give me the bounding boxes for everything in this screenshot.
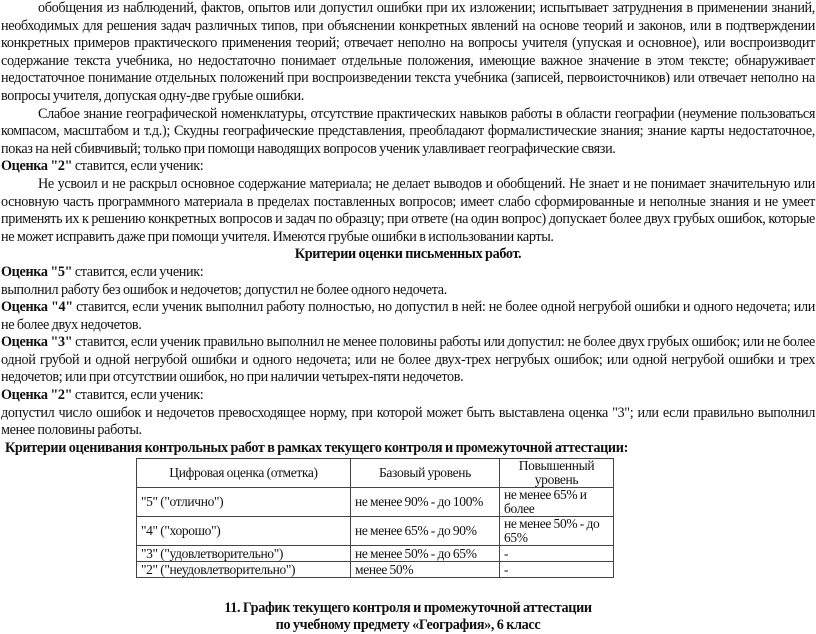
- section-heading: Критерии оценивания контрольных работ в рамках текущего контроля и промежуточной аттестации:: [5, 439, 628, 456]
- grade-label: Оценка "3": [1, 334, 73, 351]
- table-row: [137, 562, 614, 578]
- grade-label: Оценка "2": [1, 387, 73, 404]
- table-cell: -: [500, 562, 614, 578]
- paragraph: Слабое знание географической номенклатуры, отсутствие практических навыков работы в области географии (неумение пользоваться компасом, масштабом и т.д.); Скудны географические представления, преобладают формалистические знания; знание карты недостаточное, показ на ней сбивчивый; только при помощи наводящих вопросов ученик улавливает географические связи.: [1, 105, 815, 157]
- table-header-row: [137, 459, 614, 488]
- grade-text: ставится, если ученик выполнил работу полностью, но допустил в ней: не более одной негрубой ошибки и одного недочета; или не более двух недочетов.: [1, 299, 815, 333]
- table-header: Цифровая оценка (отметка): [137, 459, 351, 488]
- table-row: [137, 517, 614, 546]
- grade-text: ставится, если ученик правильно выполнил не менее половины работы или допустил: не более двух грубых ошибок; или не более одной грубой и одной негрубой ошибки и одного недочета; или не более двух-трех негрубых ошибок; или одной негрубой ошибки и трех недочетов; или при отсутствии ошибок, но при наличии четырех-пяти недочетов.: [1, 334, 815, 386]
- section-title-line: 11. График текущего контроля и промежуточной аттестации: [224, 600, 592, 617]
- grade-label: Оценка "5": [1, 263, 73, 280]
- table-cell: не менее 90% - до 100%: [351, 488, 500, 517]
- table-header: Базовый уровень: [351, 459, 500, 488]
- section-heading: Критерии оценки письменных работ.: [294, 246, 522, 263]
- table-cell: менее 50%: [351, 562, 500, 578]
- table-header: Повышенный уровень: [500, 459, 614, 488]
- table-cell: не менее 50% - до 65%: [500, 517, 614, 546]
- grade-label-rest: ставится, если ученик:: [72, 263, 204, 280]
- table-cell: "2" ("неудовлетворительно"): [137, 562, 351, 578]
- table-row: [137, 488, 614, 517]
- grade-label-rest: ставится, если ученик:: [72, 387, 204, 404]
- grade-label: Оценка "4": [1, 299, 73, 316]
- grade-2-label: [1, 387, 815, 405]
- table-cell: "3" ("удовлетворительно"): [137, 546, 351, 562]
- table-cell: не менее 50% - до 65%: [351, 546, 500, 562]
- grade-2-oral-label: [1, 158, 815, 176]
- table-cell: "5" ("отлично"): [137, 488, 351, 517]
- table-cell: "4" ("хорошо"): [137, 517, 351, 546]
- paragraph: Не усвоил и не раскрыл основное содержание материала; не делает выводов и обобщений. Не знает и не понимает значительную или основную часть программного материала в пределах поставленных вопросов; имеет слабо сформированные и неполные знания и не умеет применять их к решению конкретных вопросов и задач по образцу; при ответе (на один вопрос) допускает более двух грубых ошибок, которые не может исправить даже при помощи учителя. Имеются грубые ошибки в использовании карты.: [1, 175, 815, 245]
- grading-table: [136, 458, 614, 578]
- paragraph: допустил число ошибок и недочетов превосходящее норму, при которой может быть выставлена оценка "3"; или если правильно выполнил менее половины работы.: [1, 404, 815, 439]
- table-cell: не менее 65% и более: [500, 488, 614, 517]
- table-cell: не менее 65% - до 90%: [351, 517, 500, 546]
- grade-label-rest: ставится, если ученик:: [72, 158, 204, 175]
- paragraph: выполнил работу без ошибок и недочетов; допустил не более одного недочета.: [1, 281, 447, 298]
- grade-3-paragraph: [1, 334, 815, 387]
- grade-4-paragraph: [1, 299, 815, 334]
- grade-5-label: [1, 264, 815, 282]
- grade-label: Оценка "2": [1, 158, 73, 175]
- paragraph: обобщения из наблюдений, фактов, опытов или допустил ошибки при их изложении; испытывает затруднения в применении знаний, необходимых для решения задач различных типов, при объяснении конкретных явлений на основе теорий и законов, или в подтверждении конкретных примеров практического применения теорий; отвечает неполно на вопросы учителя (упуская и основное), или воспроизводит содержание текста учебника, но недостаточно понимает отдельные положения, имеющие важное значение в этом тексте; обнаруживает недостаточное понимание отдельных положений при воспроизведении текста учебника (записей, первоисточников) или отвечает неполно на вопросы учителя, допуская одну-две грубые ошибки.: [1, 0, 815, 104]
- table-row: [137, 546, 614, 562]
- section-title-line: по учебному предмету «География», 6 класс: [275, 617, 541, 634]
- table-cell: -: [500, 546, 614, 562]
- section-title: [1, 600, 815, 634]
